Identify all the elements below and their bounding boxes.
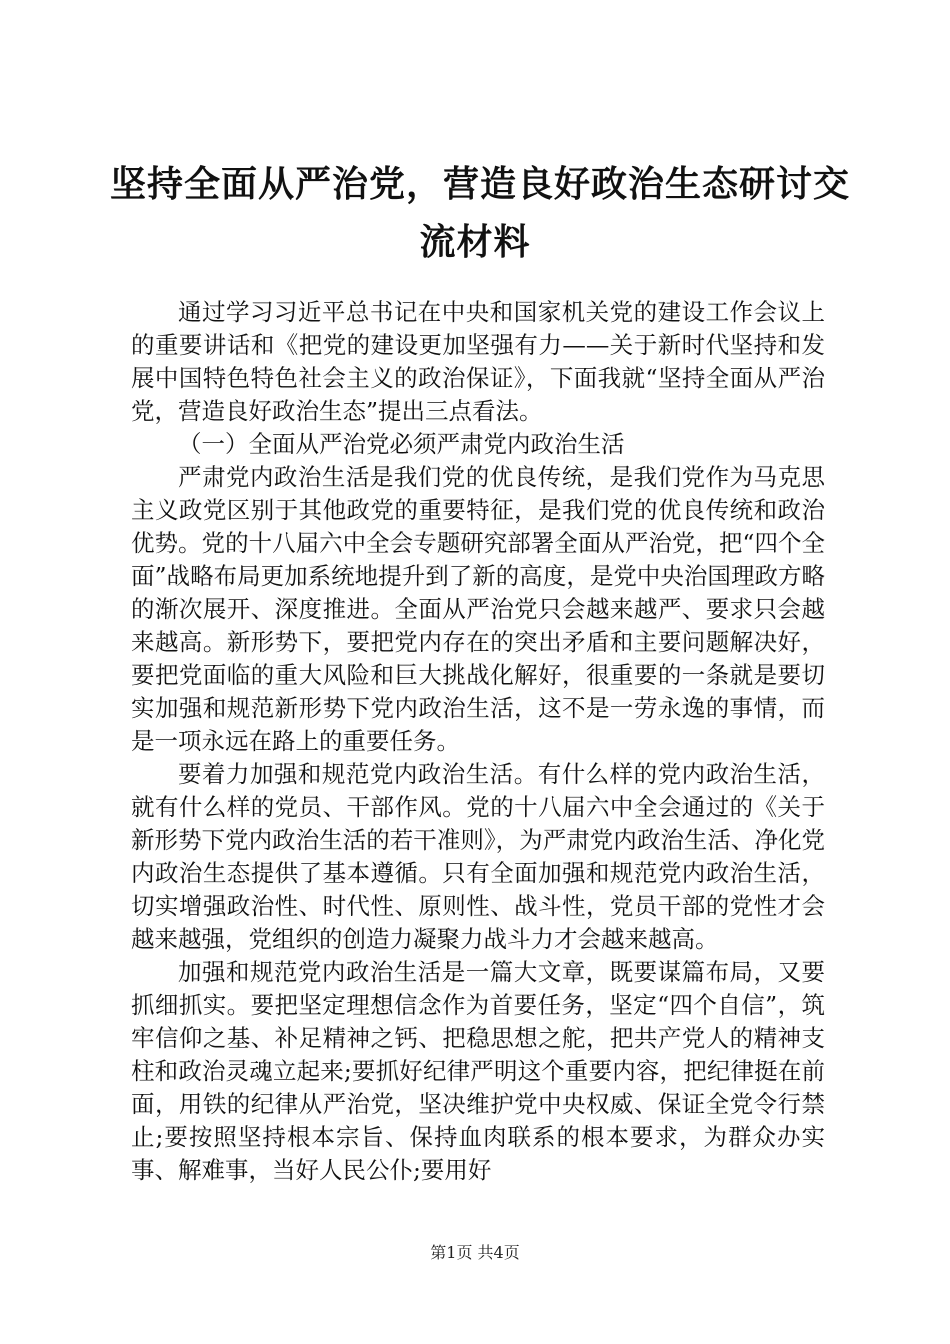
document-title-line-1: 坚持全面从严治党，营造良好政治生态研讨交	[110, 163, 851, 205]
document-title-line-2: 流材料	[419, 221, 531, 263]
paragraph-2: 要着力加强和规范党内政治生活。有什么样的党内政治生活，就有什么样的党员、干部作风。党的十八届六中全会通过的《关于新形势下党内政治生活的若干准则》，为严肃党内政治生活、净化党内政治生态提供了基本遵循。只有全面加强和规范党内政治生活，切实增强政治性、时代性、原则性、战斗性，党员干部的党性才会越来越强，党组织的创造力凝聚力战斗力才会越来越高。	[131, 760, 825, 953]
paragraph-1: 严肃党内政治生活是我们党的优良传统，是我们党作为马克思主义政党区别于其他政党的重要特征，是我们党的优良传统和政治优势。党的十八届六中全会专题研究部署全面从严治党，把“四个全面”战略布局更加系统地提升到了新的高度，是党中央治国理政方略的渐次展开、深度推进。全面从严治党只会越来越严、要求只会越来越高。新形势下，要把党内存在的突出矛盾和主要问题解决好，要把党面临的重大风险和巨大挑战化解好，很重要的一条就是要切实加强和规范新形势下党内政治生活，这不是一劳永逸的事情，而是一项永远在路上的重要任务。	[131, 463, 825, 755]
document-body	[131, 296, 825, 1187]
page-footer: 第1页 共4页	[430, 1243, 520, 1262]
paragraph-intro: 通过学习习近平总书记在中央和国家机关党的建设工作会议上的重要讲话和《把党的建设更加坚强有力——关于新时代坚持和发展中国特色特色社会主义的政治保证》，下面我就“坚持全面从严治党，营造良好政治生态”提出三点看法。	[131, 298, 825, 425]
section-heading-1: （一）全面从严治党必须严肃党内政治生活	[178, 430, 625, 458]
paragraph-3: 加强和规范党内政治生活是一篇大文章，既要谋篇布局，又要抓细抓实。要把坚定理想信念作为首要任务，坚定“四个自信”，筑牢信仰之基、补足精神之钙、把稳思想之舵，把共产党人的精神支柱和政治灵魂立起来;要抓好纪律严明这个重要内容，把纪律挺在前面，用铁的纪律从严治党，坚决维护党中央权威、保证全党令行禁止;要按照坚持根本宗旨、保持血肉联系的根本要求，为群众办实事、解难事，当好人民公仆;要用好	[131, 958, 825, 1184]
